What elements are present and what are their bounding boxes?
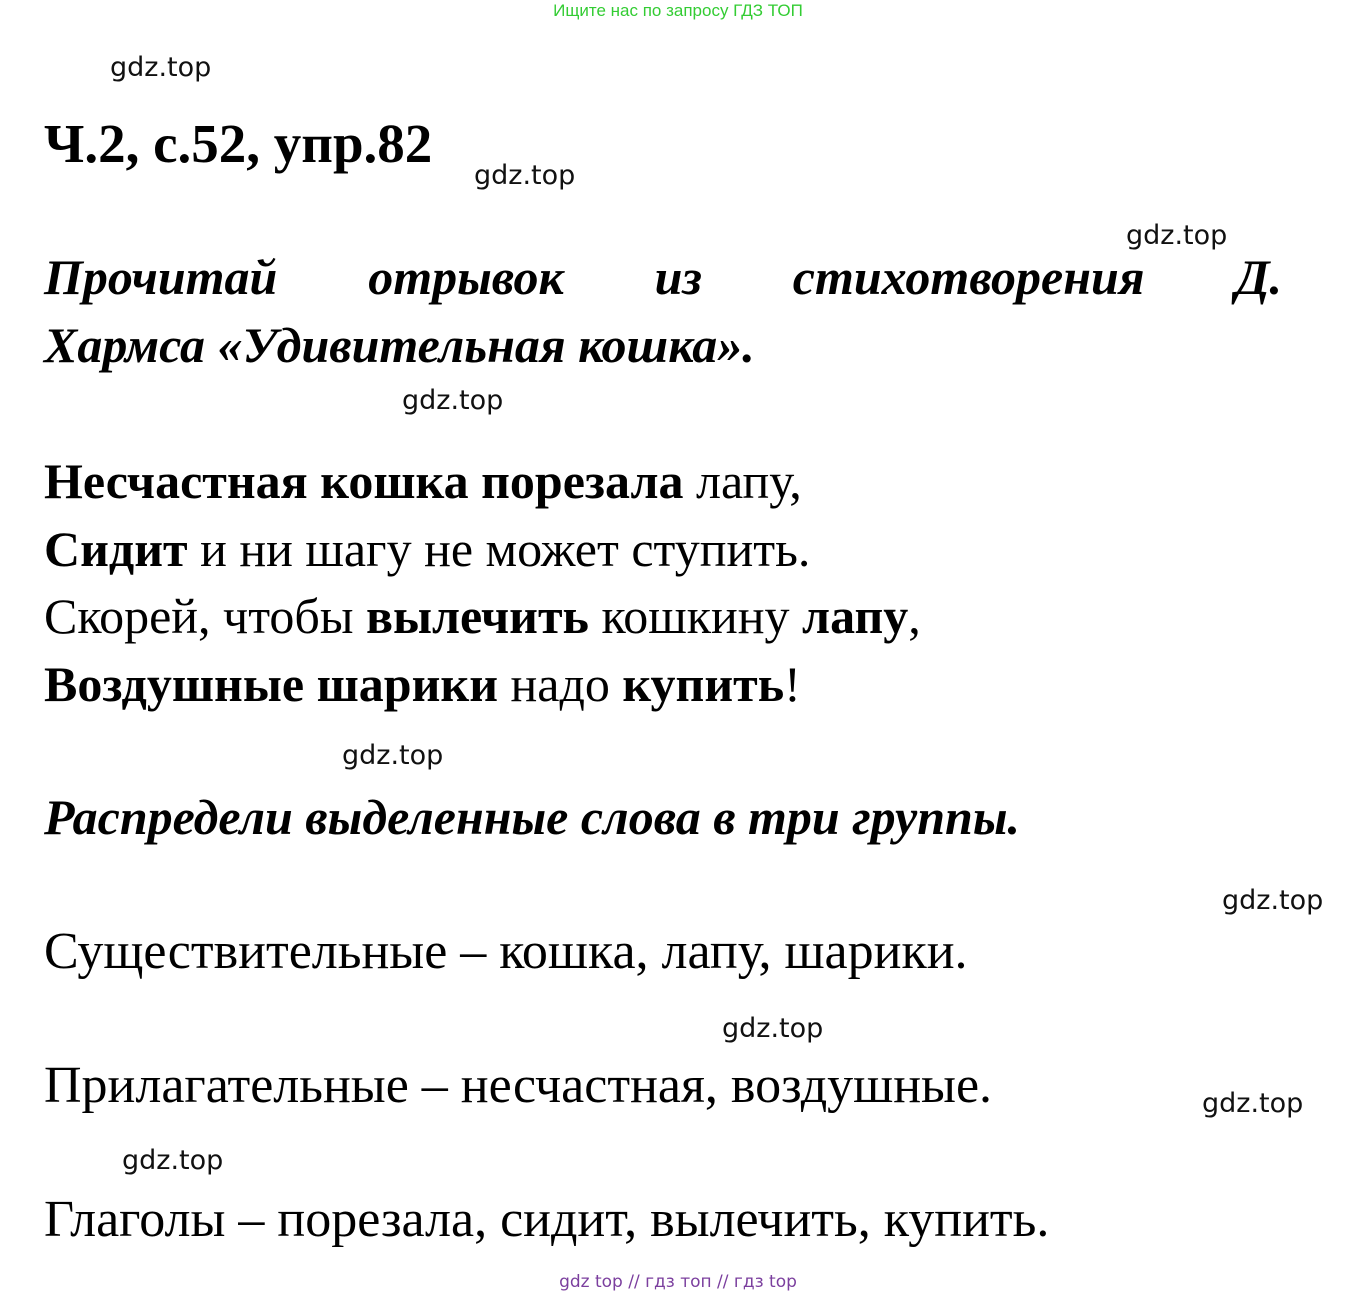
task-instruction-line2: Хармса «Удивительная кошка». xyxy=(44,317,755,373)
task-word: из xyxy=(654,249,702,305)
watermark: gdz.top xyxy=(122,1145,224,1176)
watermark: gdz.top xyxy=(1126,220,1228,251)
watermark: gdz.top xyxy=(1202,1088,1304,1119)
poem-fragment: Воздушные шарики xyxy=(44,656,499,712)
poem-line xyxy=(44,520,810,578)
answer-verbs: Глаголы – порезала, сидит, вылечить, купить. xyxy=(44,1191,1050,1248)
poem-fragment: и ни шагу не может ступить. xyxy=(187,521,811,577)
task-instruction-2: Распредели выделенные слова в три группы. xyxy=(44,789,1021,845)
answer-nouns: Существительные – кошка, лапу, шарики. xyxy=(44,923,968,980)
poem-fragment: вылечить xyxy=(365,588,589,644)
watermark: gdz.top xyxy=(342,740,444,771)
exercise-heading: Ч.2, с.52, упр.82 xyxy=(44,113,433,174)
poem-fragment: кошкину xyxy=(588,588,803,644)
task-instruction-line1 xyxy=(44,248,1282,306)
poem-line xyxy=(44,587,921,645)
footer-watermark: gdz top // гдз топ // гдз top xyxy=(559,1272,797,1292)
poem-fragment: Скорей, чтобы xyxy=(44,588,366,644)
answer-adjectives: Прилагательные – несчастная, воздушные. xyxy=(44,1057,993,1114)
watermark: gdz.top xyxy=(1222,885,1324,916)
watermark: gdz.top xyxy=(474,160,576,191)
poem-fragment: лапу, xyxy=(683,453,802,509)
watermark: gdz.top xyxy=(722,1013,824,1044)
task-word: Прочитай xyxy=(44,249,278,305)
poem-fragment: надо xyxy=(498,656,623,712)
poem-fragment: купить xyxy=(622,656,785,712)
poem-line xyxy=(44,452,802,510)
poem-fragment: лапу xyxy=(802,588,909,644)
watermark: gdz.top xyxy=(402,385,504,416)
task-word: стихотворения xyxy=(792,249,1145,305)
task-word: отрывок xyxy=(368,249,564,305)
poem-fragment: Сидит xyxy=(44,521,188,577)
watermark: gdz.top xyxy=(110,52,212,83)
poem-line xyxy=(44,655,801,713)
top-banner: Ищите нас по запросу ГДЗ ТОП xyxy=(553,1,803,20)
poem-fragment: ! xyxy=(784,656,801,712)
task-word: Д. xyxy=(1235,249,1282,305)
poem-fragment: , xyxy=(908,588,921,644)
poem-fragment: Несчастная кошка порезала xyxy=(44,453,684,509)
